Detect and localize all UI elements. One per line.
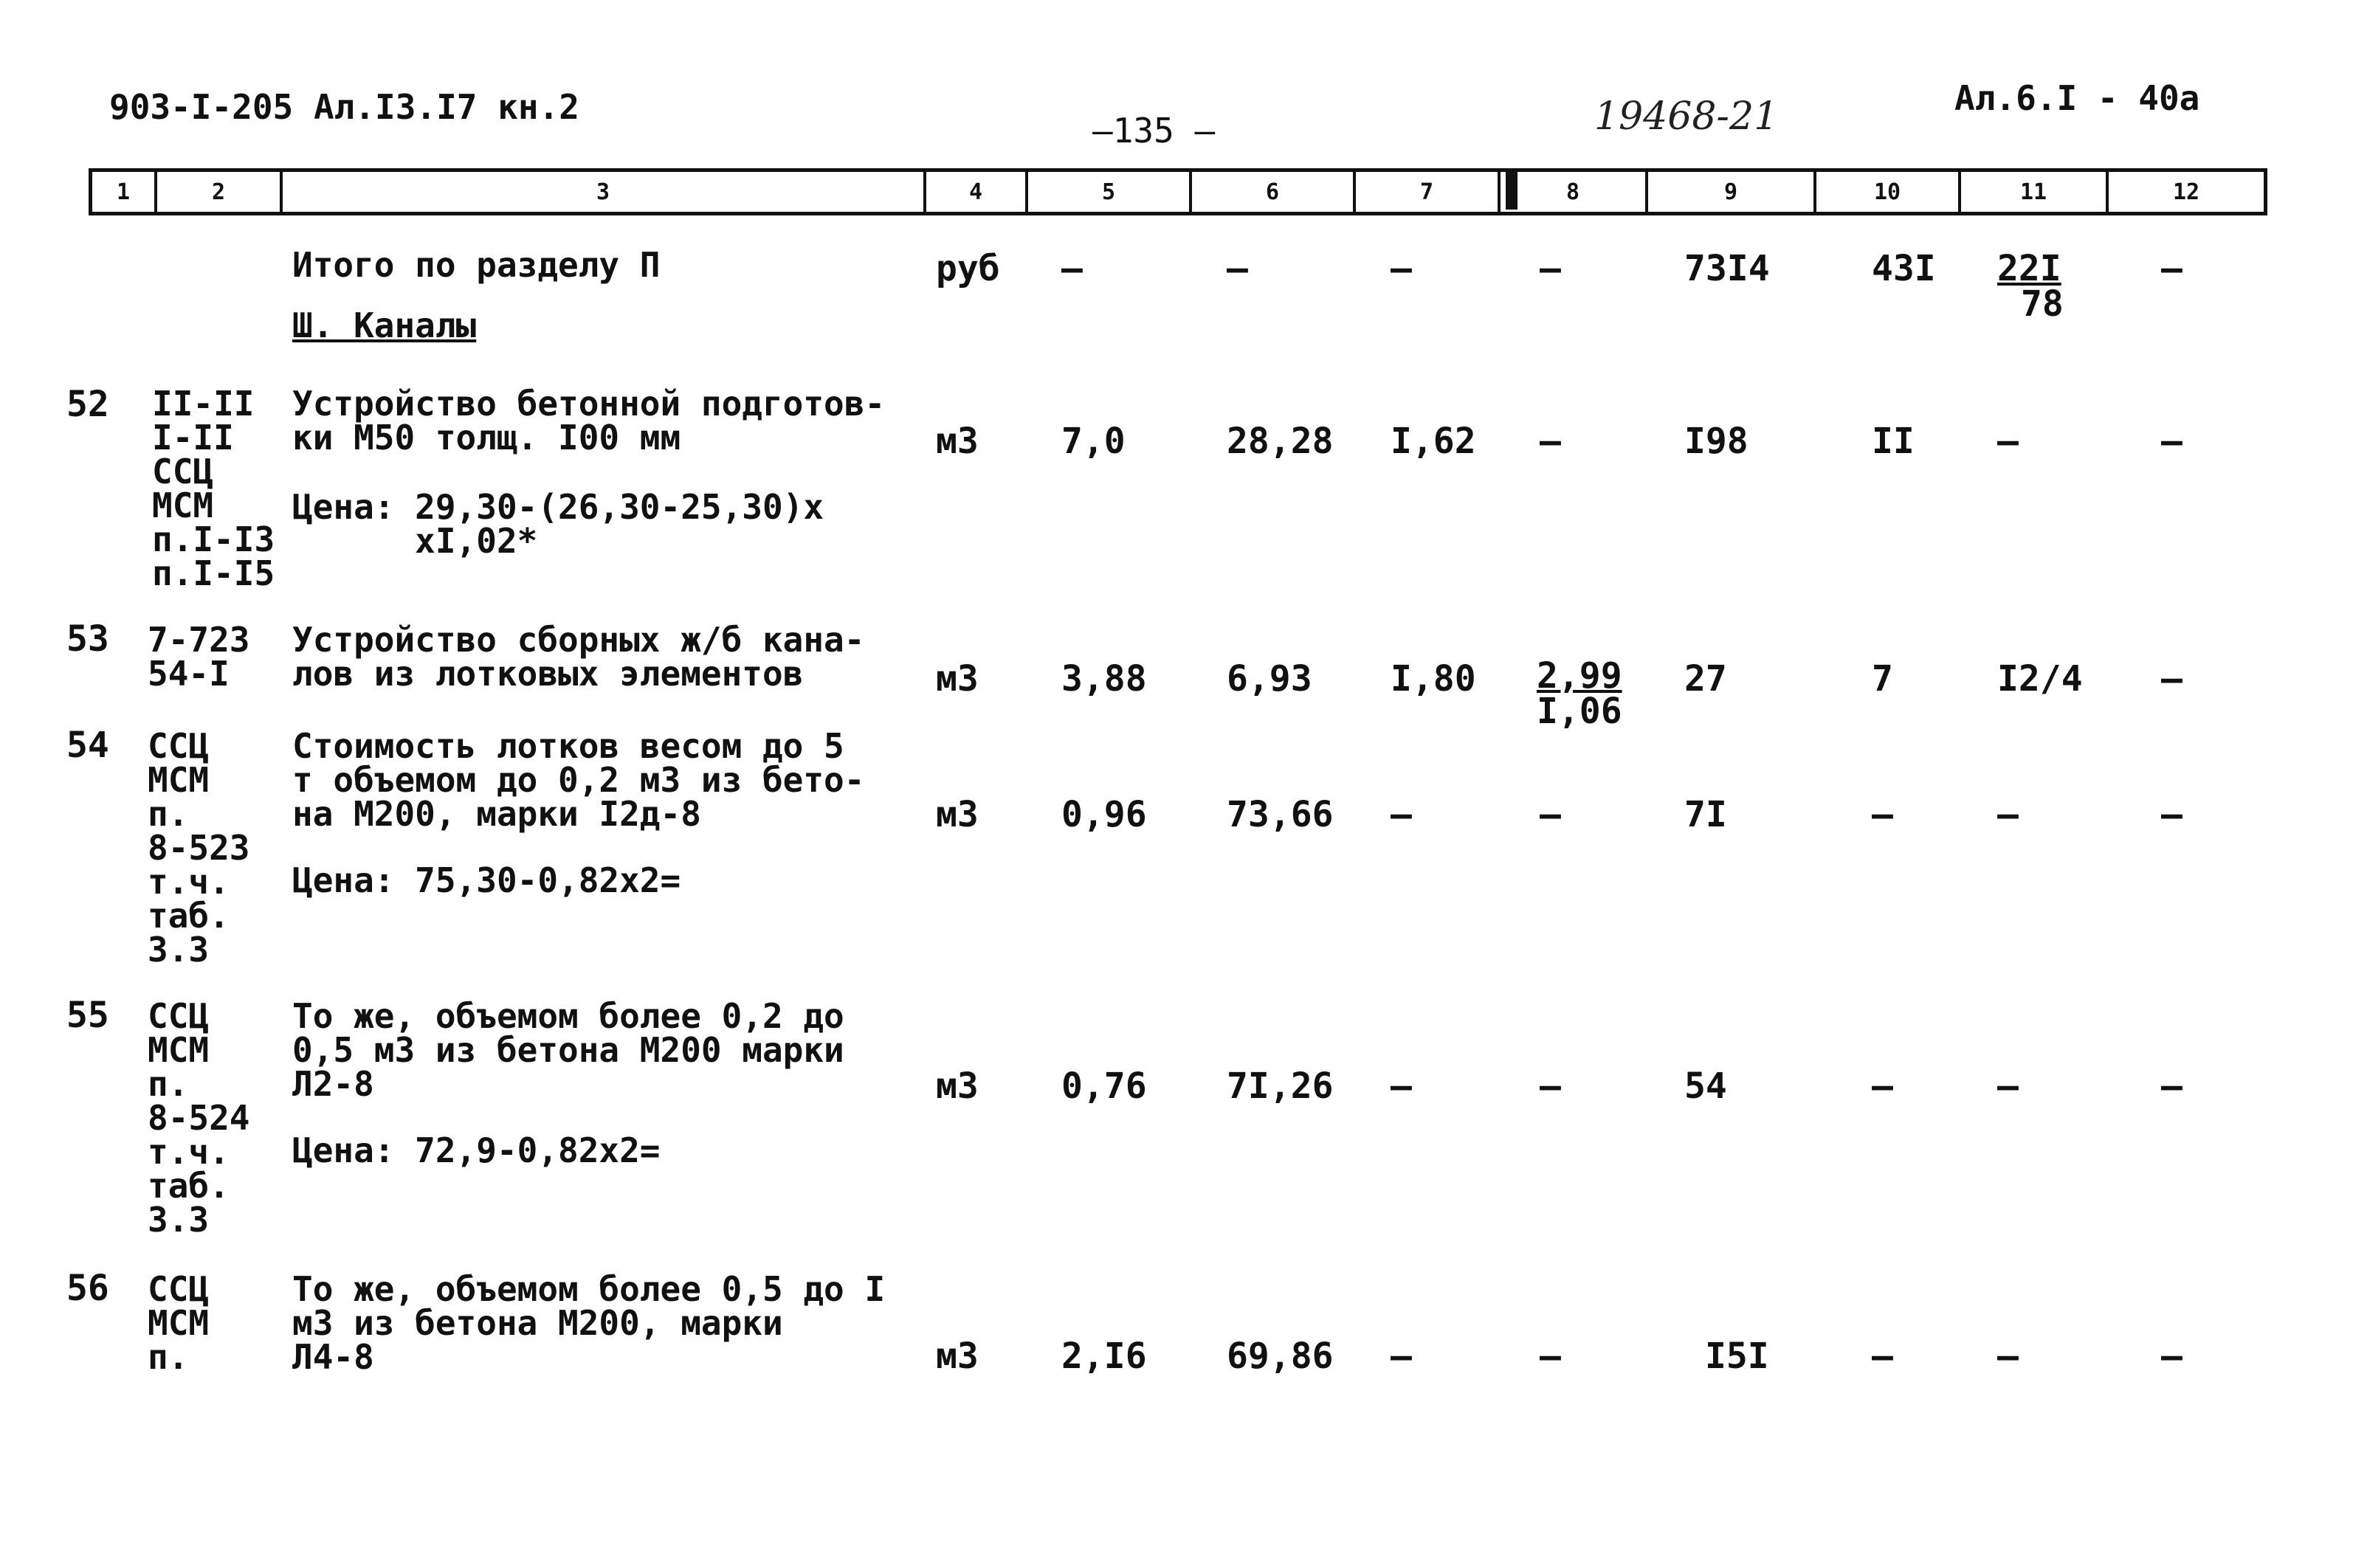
row-c11: I2/4: [1997, 658, 2083, 700]
row-c8: –: [1540, 794, 1561, 835]
row-c9: 7I: [1684, 794, 1727, 835]
row-c8-denominator: I,06: [1537, 691, 1622, 732]
section-total-c10: 43I: [1872, 248, 1936, 289]
row-c10: –: [1872, 1066, 1893, 1107]
column-header: 7: [1356, 172, 1501, 212]
handwritten-number: 19468-21: [1594, 94, 1779, 139]
section-total-c11-denominator: 78: [2021, 283, 2064, 325]
column-header-row: [89, 168, 2267, 215]
column-header: 2: [157, 172, 283, 212]
row-c9: 54: [1684, 1066, 1727, 1107]
row-c5: 7,0: [1061, 421, 1126, 462]
row-unit: м3: [936, 1066, 979, 1107]
section-total-c8: –: [1540, 248, 1561, 289]
row-code: ССЦ МСМ п. 8-524 т.ч. таб. 3.3: [148, 996, 250, 1240]
row-c10: II: [1872, 421, 1915, 462]
row-code: II-II I-II ССЦ МСМ п.I-I3 п.I-I5: [152, 384, 275, 593]
row-c9: I5I: [1705, 1336, 1769, 1377]
column-header: 3: [283, 172, 926, 212]
row-price-formula: Цена: 29,30-(26,30-25,30)х хI,02*: [292, 487, 824, 561]
column-header: 9: [1648, 172, 1816, 212]
row-c9: 27: [1684, 658, 1727, 700]
row-code: ССЦ МСМ п.: [148, 1269, 210, 1377]
column-header: 10: [1816, 172, 1961, 212]
row-c11: –: [1997, 794, 2019, 835]
row-c7: I,62: [1391, 421, 1476, 462]
row-unit: м3: [936, 421, 979, 462]
section-total-unit: руб: [936, 248, 1000, 289]
row-c5: 3,88: [1061, 658, 1147, 700]
row-price-formula: Цена: 72,9-0,82х2=: [292, 1130, 661, 1170]
row-description: То же, объемом более 0,5 до I м3 из бетона М200, марки Л4-8: [292, 1269, 886, 1377]
row-c10: –: [1872, 1336, 1893, 1377]
row-c10: –: [1872, 794, 1893, 835]
section-total-label: Итого по разделу П: [292, 245, 661, 285]
column-header: 8: [1501, 172, 1648, 212]
section-total-c11-numerator: 22I: [1997, 248, 2061, 289]
section-total-c6: –: [1227, 248, 1248, 289]
section-total-c5: –: [1061, 248, 1083, 289]
row-c10: 7: [1872, 658, 1893, 700]
album-reference: Ал.6.I - 40а: [1954, 78, 2200, 118]
row-unit: м3: [936, 794, 979, 835]
row-description: Устройство бетонной подготов- ки М50 толщ. I00 мм: [292, 384, 886, 457]
row-unit: м3: [936, 658, 979, 700]
row-number: 55: [66, 995, 109, 1036]
row-c7: –: [1391, 1066, 1412, 1107]
row-c7: –: [1391, 1336, 1412, 1377]
row-c8: –: [1540, 421, 1561, 462]
row-price-formula: Цена: 75,30-0,82х2=: [292, 860, 681, 900]
page-number: —135 —: [1092, 111, 1216, 151]
row-c9: I98: [1684, 421, 1749, 462]
section-total-c9: 73I4: [1684, 248, 1770, 289]
row-number: 56: [66, 1268, 109, 1309]
row-c6: 28,28: [1227, 421, 1334, 462]
row-c8-numerator: 2,99: [1537, 655, 1622, 697]
row-c7: –: [1391, 794, 1412, 835]
column-header: 4: [926, 172, 1028, 212]
section-title: Ш. Каналы: [292, 305, 477, 345]
row-description: Устройство сборных ж/б кана- лов из лотковых элементов: [292, 620, 865, 694]
row-c12: –: [2161, 421, 2183, 462]
row-unit: м3: [936, 1336, 979, 1377]
row-code: ССЦ МСМ п. 8-523 т.ч. таб. 3.3: [148, 726, 250, 970]
column-divider-mark: [1506, 171, 1517, 210]
section-total-c12: –: [2161, 248, 2183, 289]
row-c8: –: [1540, 1066, 1561, 1107]
row-c5: 0,76: [1061, 1066, 1147, 1107]
row-c6: 6,93: [1227, 658, 1312, 700]
column-header: 1: [92, 172, 157, 212]
row-number: 52: [66, 384, 109, 425]
row-c6: 7I,26: [1227, 1066, 1334, 1107]
row-number: 54: [66, 725, 109, 766]
row-c5: 2,I6: [1061, 1336, 1147, 1377]
row-c11: –: [1997, 421, 2019, 462]
row-c6: 73,66: [1227, 794, 1334, 835]
row-c12: –: [2161, 794, 2183, 835]
row-code: 7-723 54-I: [148, 620, 250, 694]
section-total-c7: –: [1391, 248, 1412, 289]
row-number: 53: [66, 618, 109, 660]
row-c5: 0,96: [1061, 794, 1147, 835]
column-header: 6: [1192, 172, 1356, 212]
row-c8: –: [1540, 1336, 1561, 1377]
column-header: 11: [1961, 172, 2109, 212]
row-c11: –: [1997, 1336, 2019, 1377]
row-c7: I,80: [1391, 658, 1476, 700]
row-c12: –: [2161, 1336, 2183, 1377]
column-header: 5: [1028, 172, 1192, 212]
row-c11: –: [1997, 1066, 2019, 1107]
row-description: Стоимость лотков весом до 5 т объемом до 0,2 м3 из бето- на М200, марки I2д-8: [292, 726, 865, 834]
row-c12: –: [2161, 658, 2183, 700]
document-code: 903-I-205 Ал.I3.I7 кн.2: [109, 87, 579, 127]
column-header: 12: [2172, 179, 2200, 205]
row-c6: 69,86: [1227, 1336, 1334, 1377]
row-c12: –: [2161, 1066, 2183, 1107]
row-description: То же, объемом более 0,2 до 0,5 м3 из бетона М200 марки Л2-8: [292, 996, 844, 1104]
